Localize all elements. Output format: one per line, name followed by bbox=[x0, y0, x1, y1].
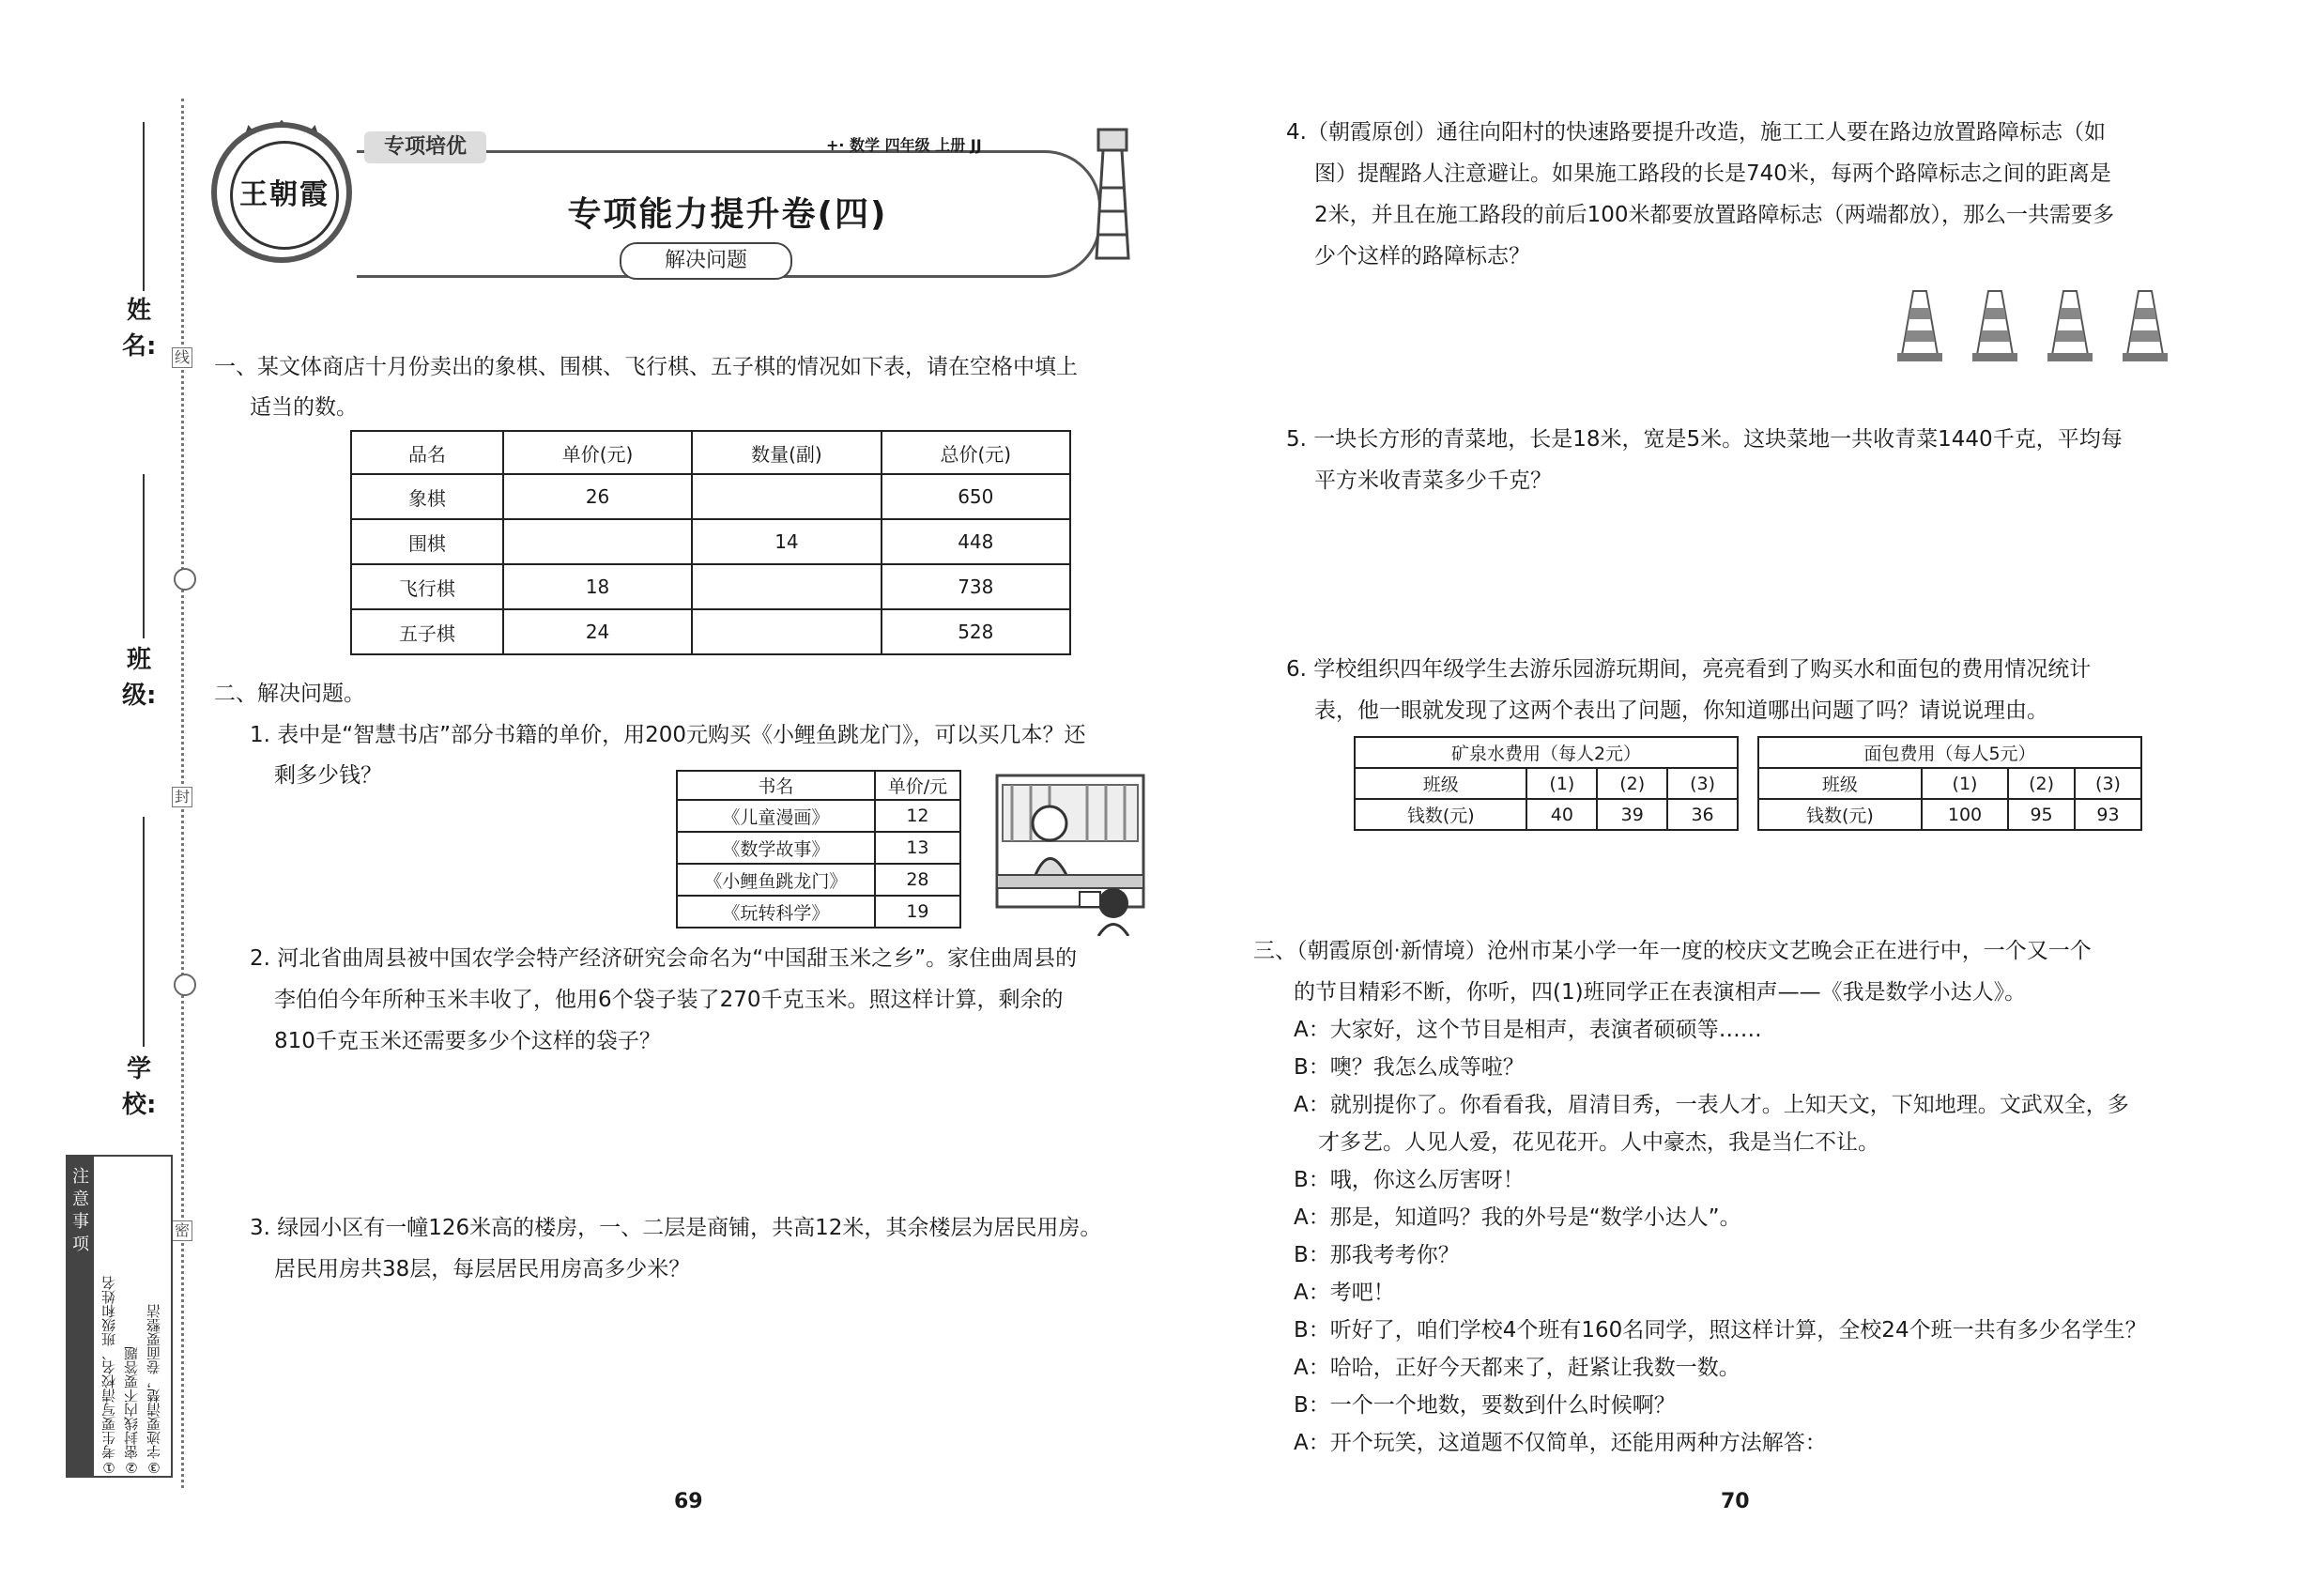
table-cell: 13 bbox=[875, 832, 960, 864]
table-cell: 26 bbox=[503, 474, 692, 519]
dialogue-line: B：噢？我怎么成等啦？ bbox=[1294, 1055, 1525, 1080]
q6-line2: 表，他一眼就发现了这两个表出了问题，你知道哪出问题了吗？请说说理由。 bbox=[1314, 698, 2048, 723]
table-cell: 95 bbox=[2008, 799, 2075, 830]
q2-line2: 李伯伯今年所种玉米丰收了，他用6个袋子装了270千克玉米。照这样计算，剩余的 bbox=[274, 988, 1064, 1012]
notes-list bbox=[98, 1157, 169, 1476]
table-cell: 19 bbox=[875, 896, 960, 928]
table-header: (1) bbox=[1526, 768, 1597, 799]
page-number-right: 70 bbox=[1721, 1490, 1750, 1513]
seal-circle-icon bbox=[174, 974, 196, 996]
dialogue-line: A：开个玩笑，这道题不仅简单，还能用两种方法解答： bbox=[1294, 1431, 1827, 1455]
blank-cell[interactable] bbox=[692, 474, 881, 519]
dialogue-line: B：听好了，咱们学校4个班有160名同学，照这样计算，全校24个班一共有多少名学生？ bbox=[1294, 1318, 2147, 1343]
seal-mark-secret: 密 bbox=[172, 1220, 192, 1241]
section-tag: 专项培优 bbox=[364, 131, 486, 163]
table-cell: 《数学故事》 bbox=[677, 832, 875, 864]
dialogue-line: A：大家好，这个节目是相声，表演者硕硕等…… bbox=[1294, 1018, 1762, 1042]
q4-line4: 少个这样的路障标志？ bbox=[1314, 244, 1530, 269]
bread-cost-table bbox=[1757, 736, 2142, 831]
page-subtitle: 解决问题 bbox=[620, 242, 792, 280]
page-title: 专项能力提升卷(四) bbox=[567, 195, 888, 234]
table-cell: 650 bbox=[882, 474, 1070, 519]
table-header: 班级 bbox=[1355, 768, 1526, 799]
table-cell: 39 bbox=[1597, 799, 1667, 830]
q5-line2: 平方米收青菜多少千克？ bbox=[1314, 468, 1552, 493]
table-cell: 五子棋 bbox=[351, 609, 503, 654]
q3-line1: 3. 绿园小区有一幢126米高的楼房，一、二层是商铺，共高12米，其余楼层为居民用房。 bbox=[250, 1216, 1102, 1240]
subject-info: +· 数学 四年级 上册 JJ bbox=[826, 136, 982, 154]
book-price-table bbox=[676, 770, 961, 928]
table-cell: 14 bbox=[692, 519, 881, 564]
seal-circle-icon bbox=[174, 568, 196, 591]
class-blank-line[interactable] bbox=[143, 474, 145, 638]
table-cell: 93 bbox=[2075, 799, 2141, 830]
school-blank-line[interactable] bbox=[143, 817, 145, 1047]
logo-text: 王朝霞 bbox=[239, 178, 330, 211]
traffic-cone-icon bbox=[1896, 289, 1943, 362]
lighthouse-icon bbox=[1080, 122, 1145, 263]
section1-heading: 一、某文体商店十月份卖出的象棋、围棋、飞行棋、五子棋的情况如下表，请在空格中填上 bbox=[214, 355, 1078, 379]
q4-line1: 4.（朝霞原创）通往向阳村的快速路要提升改造，施工工人要在路边放置路障标志（如 bbox=[1286, 120, 2106, 145]
chess-sales-table bbox=[350, 430, 1071, 655]
page-number-left: 69 bbox=[674, 1490, 703, 1513]
table-header: 总价(元) bbox=[882, 431, 1070, 474]
name-label: 姓 名: bbox=[122, 297, 157, 361]
table-header: 单价/元 bbox=[875, 771, 960, 800]
table-cell: 象棋 bbox=[351, 474, 503, 519]
dialogue-line: A：那是，知道吗？我的外号是“数学小达人”。 bbox=[1294, 1205, 1741, 1230]
table-cell: 《玩转科学》 bbox=[677, 896, 875, 928]
seal-mark-seal: 封 bbox=[172, 787, 192, 807]
q2-line3: 810千克玉米还需要多少个这样的袋子？ bbox=[274, 1029, 661, 1053]
table-header: (1) bbox=[1922, 768, 2008, 799]
blank-cell[interactable] bbox=[503, 519, 692, 564]
note-item: ②密封线内不要答题 bbox=[123, 1346, 140, 1476]
table-cell: 飞行棋 bbox=[351, 564, 503, 609]
dialogue-line: 才多艺。人见人爱，花见花开。人中豪杰，我是当仁不让。 bbox=[1318, 1130, 1879, 1155]
table-cell: 12 bbox=[875, 800, 960, 832]
table-cell: 100 bbox=[1922, 799, 2008, 830]
seal-mark-line: 线 bbox=[172, 347, 192, 368]
traffic-cone-icon bbox=[2122, 289, 2169, 362]
q2-line1: 2. 河北省曲周县被中国农学会特产经济研究会命名为“中国甜玉米之乡”。家住曲周县的 bbox=[250, 946, 1078, 971]
table-cell: 28 bbox=[875, 864, 960, 896]
table-header: (2) bbox=[1597, 768, 1667, 799]
section3-line1: 三、（朝霞原创·新情境）沧州市某小学一年一度的校庆文艺晚会正在进行中，一个又一个 bbox=[1253, 939, 2092, 963]
school-label: 学 校: bbox=[122, 1055, 157, 1119]
table-cell: 36 bbox=[1667, 799, 1738, 830]
section2-heading: 二、解决问题。 bbox=[214, 682, 365, 706]
table-cell: 448 bbox=[882, 519, 1070, 564]
dialogue-line: B：一个一个地数，要数到什么时候啊？ bbox=[1294, 1393, 1676, 1418]
dialogue-line: A：就别提你了。你看看我，眉清目秀，一表人才。上知天文，下知地理。文武双全，多 bbox=[1294, 1093, 2129, 1117]
table-header: 数量(副) bbox=[692, 431, 881, 474]
table-cell: 24 bbox=[503, 609, 692, 654]
logo bbox=[211, 122, 352, 263]
blank-cell[interactable] bbox=[692, 609, 881, 654]
q3-line2: 居民用房共38层，每层居民用房高多少米？ bbox=[274, 1257, 691, 1281]
q4-line2: 图）提醒路人注意避让。如果施工路段的长是740米，每两个路障标志之间的距离是 bbox=[1314, 161, 2111, 186]
dialogue-line: A：哈哈，正好今天都来了，赶紧让我数一数。 bbox=[1294, 1356, 1740, 1380]
table-cell: 40 bbox=[1526, 799, 1597, 830]
table-header: 班级 bbox=[1758, 768, 1922, 799]
section3-line2: 的节目精彩不断，你听，四(1)班同学正在表演相声——《我是数学小达人》。 bbox=[1294, 980, 2027, 1005]
table-cell: 《小鲤鱼跳龙门》 bbox=[677, 864, 875, 896]
table-header: 单价(元) bbox=[503, 431, 692, 474]
table-cell: 528 bbox=[882, 609, 1070, 654]
q4-line3: 2米，并且在施工路段的前后100米都要放置路障标志（两端都放），那么一共需要多 bbox=[1314, 203, 2115, 227]
blank-cell[interactable] bbox=[692, 564, 881, 609]
table-header: 书名 bbox=[677, 771, 875, 800]
table-cell: 738 bbox=[882, 564, 1070, 609]
table-title: 面包费用（每人5元） bbox=[1758, 737, 2141, 768]
note-item: ①考生要写清校名、班级和姓名 bbox=[100, 1276, 117, 1476]
dialogue-line: A：考吧！ bbox=[1294, 1281, 1395, 1305]
q5-line1: 5. 一块长方形的青菜地，长是18米，宽是5米。这块菜地一共收青菜1440千克，平均每 bbox=[1286, 427, 2123, 452]
class-label: 班 级: bbox=[122, 646, 157, 710]
traffic-cone-icon bbox=[1971, 289, 2018, 362]
notes-title: 注意事项 bbox=[68, 1157, 94, 1476]
q1-line1: 1. 表中是“智慧书店”部分书籍的单价，用200元购买《小鲤鱼跳龙门》，可以买几本？还 bbox=[250, 723, 1086, 747]
q6-line1: 6. 学校组织四年级学生去游乐园游玩期间，亮亮看到了购买水和面包的费用情况统计 bbox=[1286, 657, 2092, 682]
table-cell: 18 bbox=[503, 564, 692, 609]
dialogue-line: B：哦，你这么厉害呀！ bbox=[1294, 1168, 1525, 1192]
table-cell: 《儿童漫画》 bbox=[677, 800, 875, 832]
table-cell: 围棋 bbox=[351, 519, 503, 564]
table-header: (3) bbox=[2075, 768, 2141, 799]
water-cost-table bbox=[1354, 736, 1739, 831]
table-header: (3) bbox=[1667, 768, 1738, 799]
q1-line2: 剩多少钱？ bbox=[274, 763, 382, 788]
table-header: (2) bbox=[2008, 768, 2075, 799]
table-cell: 钱数(元) bbox=[1355, 799, 1526, 830]
table-header: 品名 bbox=[351, 431, 503, 474]
dialogue-line: B：那我考考你？ bbox=[1294, 1243, 1460, 1267]
name-blank-line[interactable] bbox=[143, 122, 145, 291]
table-cell: 钱数(元) bbox=[1758, 799, 1922, 830]
table-title: 矿泉水费用（每人2元） bbox=[1355, 737, 1738, 768]
section1-heading-cont: 适当的数。 bbox=[250, 395, 358, 420]
traffic-cone-icon bbox=[2047, 289, 2093, 362]
notes-box bbox=[66, 1155, 173, 1478]
note-item: ③字迹要清楚，卷面要整洁 bbox=[146, 1304, 162, 1476]
bookstore-illustration bbox=[993, 772, 1147, 936]
